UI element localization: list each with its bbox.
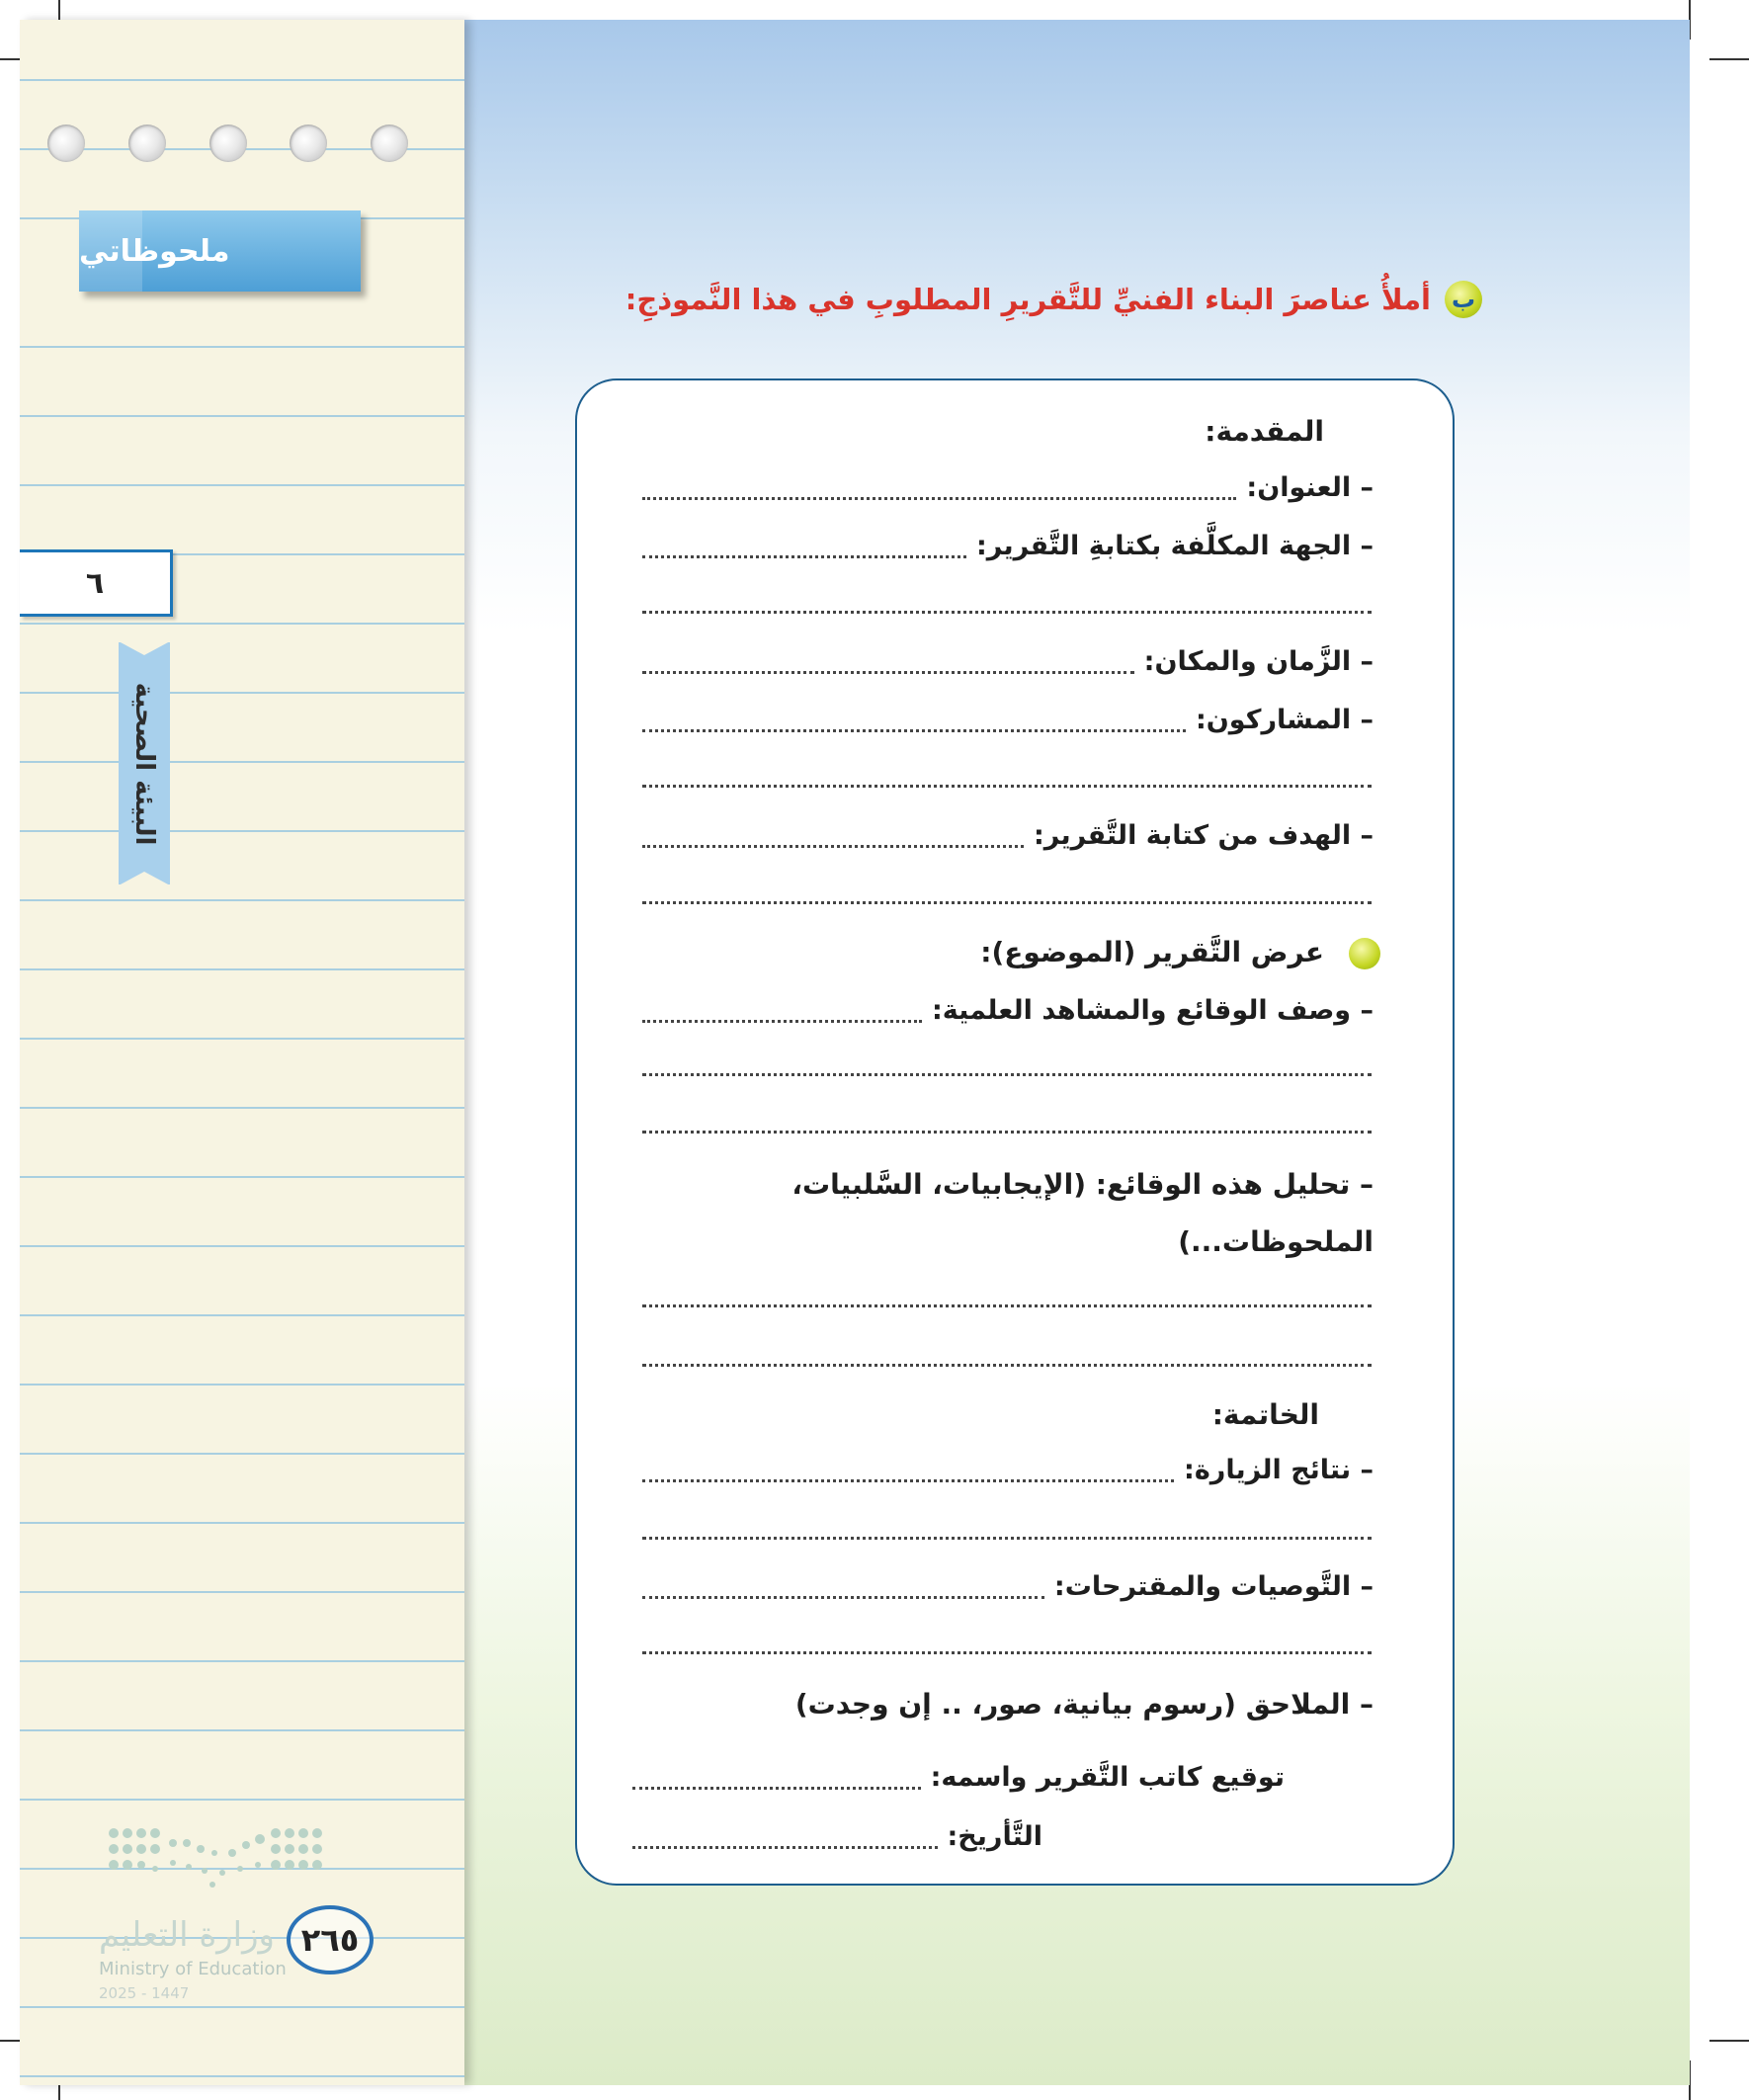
facts-field[interactable] (642, 995, 1374, 1026)
date-field[interactable] (632, 1821, 1042, 1852)
unit-title: البيئة الصحية (129, 682, 159, 845)
ministry-logo-icon (94, 1813, 331, 1932)
goal-dots-line2[interactable] (642, 901, 1372, 904)
facts-dots-line2[interactable] (642, 1073, 1372, 1076)
crop-mark (1709, 2040, 1749, 2042)
party-field[interactable] (642, 531, 1374, 561)
party-dots[interactable] (642, 546, 966, 558)
facts-dots[interactable] (642, 1010, 922, 1023)
binder-hole (290, 125, 327, 162)
party-label: – الجهة المكلَّفة بكتابةِ التَّقرير: (975, 531, 1374, 561)
notes-column[interactable] (20, 20, 464, 2085)
recommendations-field[interactable] (642, 1571, 1374, 1602)
conclusion-heading: الخاتمة: (1211, 1398, 1319, 1431)
participants-dots[interactable] (642, 719, 1186, 732)
analysis-line1: – تحليل هذه الوقائع: (الإيجابيات، السَّلبيات، (791, 1168, 1374, 1201)
unit-number-box (20, 549, 173, 617)
question-text: أملأُ عناصرَ البناء الفنيِّ للتَّقريرِ المطلوبِ في هذا النَّموذجِ: (625, 283, 1431, 316)
unit-ribbon (119, 642, 170, 884)
signature-dots[interactable] (632, 1777, 921, 1790)
binder-hole (128, 125, 166, 162)
date-dots[interactable] (632, 1836, 938, 1849)
ministry-name-en: Ministry of Education (99, 1959, 287, 1979)
body-marker-icon (1349, 938, 1380, 969)
goal-label: – الهدف من كتابة التَّقرير: (1033, 820, 1374, 851)
notes-title: ملحوظاتي (79, 233, 230, 269)
title-dots[interactable] (642, 487, 1236, 500)
ministry-name-ar: وزارة التعليم (99, 1915, 275, 1955)
time-place-field[interactable] (642, 646, 1374, 677)
analysis-line2: الملحوظات...) (1178, 1225, 1374, 1258)
goal-dots[interactable] (642, 835, 1024, 848)
recommendations-dots[interactable] (642, 1586, 1044, 1599)
question-marker: ب (1445, 281, 1482, 318)
results-dots[interactable] (642, 1470, 1174, 1482)
party-dots-line2[interactable] (642, 611, 1372, 614)
signature-field[interactable] (632, 1762, 1285, 1793)
title-field[interactable] (642, 472, 1374, 503)
results-label: – نتائج الزيارة: (1184, 1455, 1374, 1485)
recommendations-label: – التَّوصيات والمقترحات: (1053, 1571, 1374, 1602)
participants-field[interactable] (642, 705, 1374, 735)
facts-label: – وصف الوقائع والمشاهد العلمية: (931, 995, 1374, 1026)
binder-hole (47, 125, 85, 162)
appendices-label: – الملاحق (رسوم بيانية، صور، .. إن وجدت) (794, 1688, 1374, 1721)
signature-label: توقيع كاتب التَّقرير واسمه: (930, 1762, 1285, 1793)
results-field[interactable] (642, 1455, 1374, 1485)
analysis-dots-line1[interactable] (642, 1304, 1372, 1307)
recommendations-dots-line2[interactable] (642, 1651, 1372, 1654)
notes-tab (79, 210, 361, 292)
participants-label: – المشاركون: (1195, 705, 1374, 735)
question-instruction (593, 275, 1482, 324)
analysis-dots-line2[interactable] (642, 1364, 1372, 1367)
results-dots-line2[interactable] (642, 1537, 1372, 1540)
time-place-dots[interactable] (642, 661, 1134, 674)
date-label: التَّأريخ: (947, 1821, 1042, 1852)
page-number: ٢٦٥ (287, 1905, 374, 1974)
crop-mark (1709, 58, 1749, 60)
ministry-year: 2025 - 1447 (99, 1984, 190, 2002)
facts-dots-line3[interactable] (642, 1131, 1372, 1134)
title-label: – العنوان: (1246, 472, 1374, 503)
goal-field[interactable] (642, 820, 1374, 851)
intro-heading: المقدمة: (1205, 415, 1324, 448)
binder-hole (371, 125, 408, 162)
time-place-label: – الزَّمان والمكان: (1143, 646, 1374, 677)
body-heading: عرض التَّقرير (الموضوع): (980, 936, 1324, 968)
participants-dots-line2[interactable] (642, 785, 1372, 788)
binder-hole (209, 125, 247, 162)
unit-number: ٦ (85, 565, 105, 601)
